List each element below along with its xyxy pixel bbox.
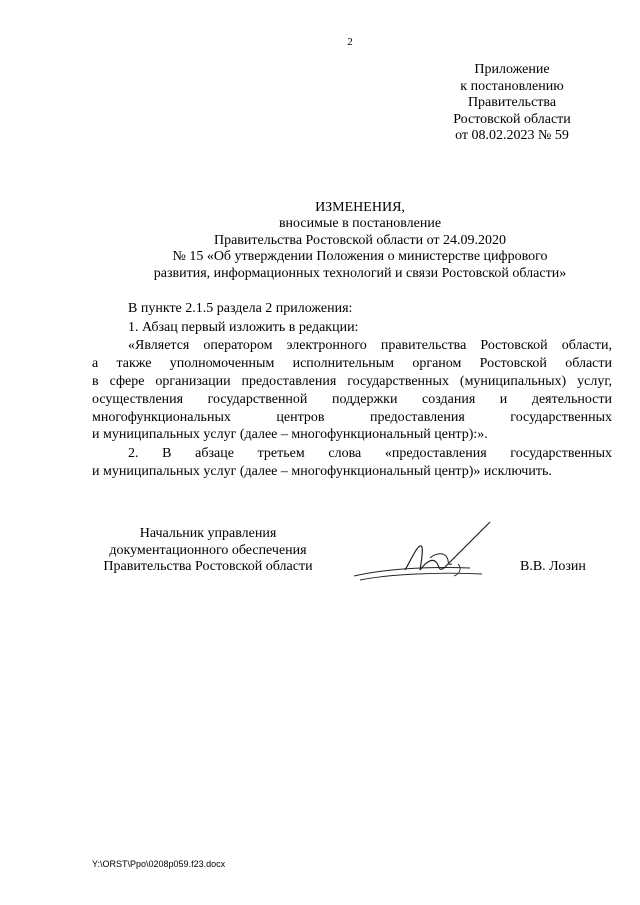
handwritten-signature [350,518,500,588]
body-item-1: 1. Абзац первый изложить в редакции: [128,320,359,335]
title-line: ИЗМЕНЕНИЯ, [315,200,405,215]
quote-line: «Является оператором электронного правительства Ростовской области, [128,338,612,353]
appendix-line: Приложение [474,62,550,77]
appendix-header [430,62,594,145]
signatory-position [88,526,328,576]
page-number: 2 [347,36,353,48]
title-line: вносимые в постановление [278,216,442,232]
quote-line: и муниципальных услуг (далее – многофункциональный центр):». [92,427,488,442]
title-line: № 15 «Об утверждении Положения о министерстве цифрового [172,249,548,265]
quote-line: осуществления государственной поддержки создания и деятельности [92,392,612,407]
appendix-line: Правительства [467,95,557,110]
appendix-line: от 08.02.2023 № 59 [455,128,569,143]
quote-line: многофункциональных центров предоставления государственных [92,410,612,425]
body-item-2: 2. В абзаце третьем слова «предоставления государственных [128,446,612,461]
title-line: развития, информационных технологий и связи Ростовской области» [153,265,567,281]
quote-line: в сфере организации предоставления государственных (муниципальных) услуг, [92,374,612,389]
body-intro: В пункте 2.1.5 раздела 2 приложения: [128,301,353,316]
document-title [90,200,630,282]
body-item-2-cont: и муниципальных услуг (далее – многофункциональный центр)» исключить. [92,464,552,479]
position-line: Правительства Ростовской области [103,559,313,574]
file-path-footer: Y:\ORST\Ppo\0208p059.f23.docx [92,859,226,869]
quote-line: а также уполномоченным исполнительным органом Ростовской области [92,356,612,371]
position-line: документационного обеспечения [109,542,307,558]
appendix-line: Ростовской области [453,111,571,127]
signatory-name: В.В. Лозин [520,559,586,574]
appendix-line: к постановлению [460,78,564,94]
title-line: Правительства Ростовской области от 24.09.2020 [213,232,507,248]
position-line: Начальник управления [139,526,277,541]
